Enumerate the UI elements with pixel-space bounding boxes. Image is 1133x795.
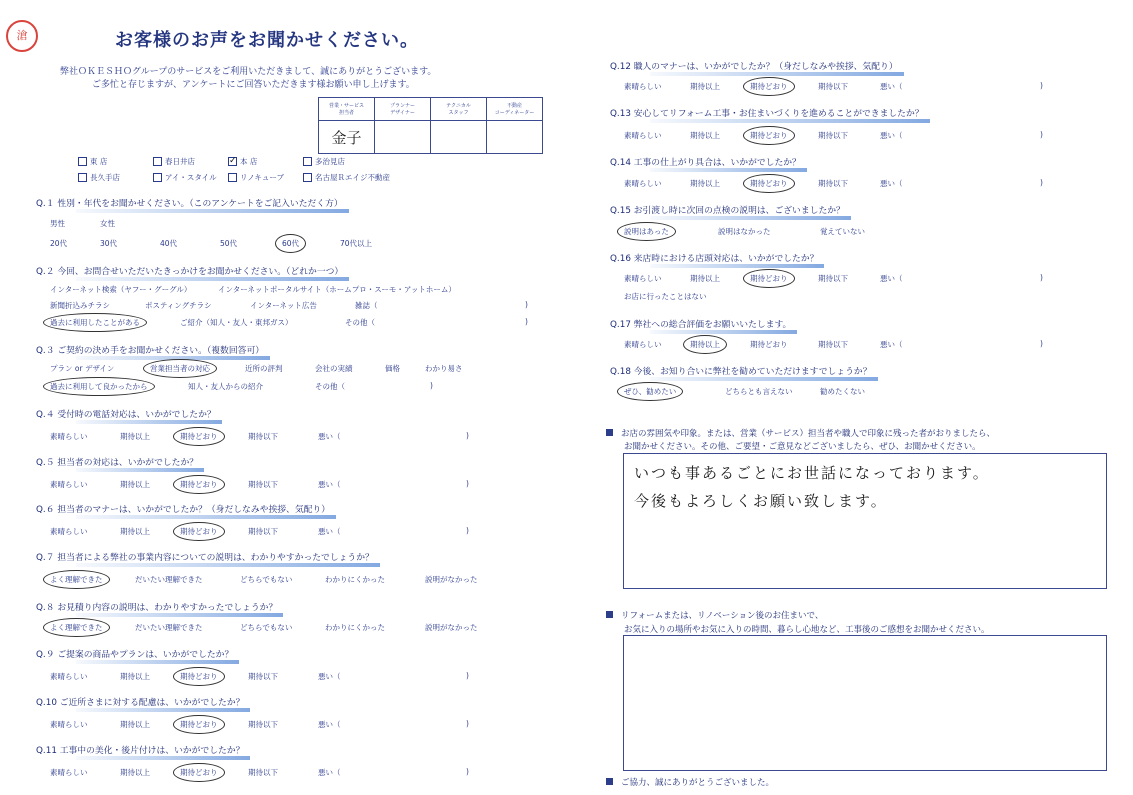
left-q11-option[interactable]: 悪い（ [318, 768, 341, 777]
left-q3-option[interactable]: プラン or デザイン [50, 364, 115, 373]
checkbox-icon[interactable] [78, 173, 87, 182]
left-q9-title: Q.９ ご提案の商品やプランは、いかがでしたか？ [36, 647, 233, 660]
right-q6-option[interactable]: 期待以下 [818, 340, 848, 349]
left-q4-option[interactable]: ) [466, 431, 469, 440]
right-q2-option[interactable]: ) [1040, 130, 1043, 139]
branch-label: 本 店 [240, 157, 258, 166]
left-q10-option[interactable]: 期待以下 [248, 720, 278, 729]
left-q1-option[interactable]: 70代以上 [340, 239, 373, 248]
left-q1-option[interactable]: 40代 [160, 239, 178, 248]
branch-label: 多治見店 [315, 157, 345, 166]
right-q7-option-selected[interactable]: ぜひ、勧めたい [624, 387, 677, 396]
left-q1-option[interactable]: 女性 [100, 219, 115, 228]
branch-option[interactable] [303, 156, 403, 167]
left-q10-title: Q.10 ご近所さまに対する配慮は、いかがでしたか？ [36, 695, 244, 708]
right-q1-option[interactable]: 素晴らしい [624, 82, 662, 91]
branch-label: 長久手店 [90, 173, 120, 182]
branch-option[interactable] [303, 172, 403, 183]
staff-value-technical[interactable] [431, 121, 487, 154]
left-q3-option-selected[interactable]: 過去に利用して良かったから [50, 382, 148, 391]
right-q6-title: Q.17 弊社への総合評価をお願いいたします。 [610, 317, 791, 330]
left-q9-option[interactable]: 期待以下 [248, 672, 278, 681]
left-q8-option[interactable]: わかりにくかった [325, 623, 385, 632]
left-q9-option[interactable]: 期待以上 [120, 672, 150, 681]
left-q7-title: Q.７ 担当者による弊社の事業内容についての説明は、わかりやすかったでしょうか？ [36, 550, 374, 563]
comment1-prompt-line-1: お店の雰囲気や印象。または、営業（サービス）担当者や職人で印象に残った者がおりましたら、 [606, 427, 995, 439]
left-q2-title: Q.２ 今回、お問合せいただいたきっかけをお聞かせください。（どれか一つ） [36, 264, 343, 277]
staff-value-realestate[interactable] [487, 121, 543, 154]
left-q5-option[interactable]: 悪い（ [318, 480, 341, 489]
right-q5-option[interactable]: 期待以上 [690, 274, 720, 283]
staff-header-technical: テクニカル スタッフ [431, 98, 487, 121]
thanks-line: ご協力、誠にありがとうございました。 [606, 776, 774, 788]
left-q11-option[interactable]: 素晴らしい [50, 768, 88, 777]
right-q7-title: Q.18 今後、お知り合いに弊社を勧めていただけますでしょうか？ [610, 364, 872, 377]
company-seal: 滄 [6, 20, 38, 52]
left-q2-option[interactable]: ) [525, 300, 528, 309]
left-q3-option[interactable]: 知人・友人からの紹介 [188, 382, 263, 391]
left-q2-option[interactable]: インターネットポータルサイト（ホームプロ・スーモ・アットホーム） [218, 285, 456, 294]
right-q6-option[interactable]: ) [1040, 339, 1043, 348]
left-q6-option-selected[interactable]: 期待どおり [180, 527, 218, 536]
left-q1-option[interactable]: 30代 [100, 239, 118, 248]
left-q2-option[interactable]: インターネット広告 [250, 301, 317, 310]
left-q1-option-selected[interactable]: 60代 [282, 239, 300, 248]
right-q5-option[interactable]: 悪い（ [880, 274, 903, 283]
section-square-icon [606, 611, 613, 618]
right-q1-option[interactable]: ) [1040, 81, 1043, 90]
left-q2-option[interactable]: 雑誌（ [355, 301, 378, 310]
staff-value-sales[interactable]: 金子 [319, 121, 375, 154]
left-q8-option[interactable]: だいたい理解できた [135, 623, 203, 632]
left-q5-option[interactable]: ) [466, 479, 469, 488]
left-q4-option[interactable]: 素晴らしい [50, 432, 88, 441]
right-q4-option[interactable]: 説明はなかった [718, 227, 771, 236]
right-q6-option[interactable]: 悪い（ [880, 340, 903, 349]
comment1-handwriting-line-2: 今後もよろしくお願い致します。 [634, 492, 888, 510]
left-q8-option[interactable]: 説明がなかった [425, 623, 478, 632]
left-q2-option[interactable]: ) [525, 317, 528, 326]
comment2-prompt-line-1: リフォームまたは、リノベーション後のお住まいで、 [606, 609, 823, 621]
branch-checklist [78, 156, 418, 183]
left-q2-option[interactable]: その他（ [345, 318, 375, 327]
left-q4-option-selected[interactable]: 期待どおり [180, 432, 218, 441]
left-q2-option[interactable]: ご紹介（知人・友人・東邦ガス） [180, 318, 293, 327]
left-q5-option[interactable]: 期待以上 [120, 480, 150, 489]
left-q10-option[interactable]: 期待以上 [120, 720, 150, 729]
left-q3-option[interactable]: わかり易さ [425, 364, 463, 373]
left-q10-option-selected[interactable]: 期待どおり [180, 720, 218, 729]
right-q4-option[interactable]: 覚えていない [820, 227, 865, 236]
left-q3-option[interactable]: その他（ [315, 382, 345, 391]
page-title: お客様のお声をお聞かせください。 [115, 30, 419, 51]
left-q6-option[interactable]: ) [466, 526, 469, 535]
branch-option[interactable] [153, 172, 228, 183]
branch-option[interactable] [78, 172, 153, 183]
branch-option[interactable] [228, 172, 303, 183]
right-q1-option[interactable]: 悪い（ [880, 82, 903, 91]
left-q5-option[interactable]: 素晴らしい [50, 480, 88, 489]
right-q3-option[interactable]: 期待以上 [690, 179, 720, 188]
left-q4-option[interactable]: 期待以下 [248, 432, 278, 441]
checkbox-icon[interactable] [78, 157, 87, 166]
comment1-handwriting-line-1: いつも事あるごとにお世話になっております。 [634, 464, 990, 482]
left-q5-option[interactable]: 期待以下 [248, 480, 278, 489]
left-q10-option[interactable]: 素晴らしい [50, 720, 88, 729]
branch-option[interactable] [78, 156, 153, 167]
section-square-icon [606, 429, 613, 436]
left-q3-option[interactable]: 会社の実績 [315, 364, 353, 373]
checkbox-icon[interactable] [303, 157, 312, 166]
right-q7-option[interactable]: 勧めたくない [820, 387, 865, 396]
right-q2-option-selected[interactable]: 期待どおり [750, 131, 788, 140]
left-q6-option[interactable]: 期待以下 [248, 527, 278, 536]
left-q5-option-selected[interactable]: 期待どおり [180, 480, 218, 489]
right-q5-option[interactable]: お店に行ったことはない [624, 292, 707, 301]
comment1-prompt-line-2: お聞かせください。その他、ご要望・ご意見などございましたら、ぜひ、お聞かせください。 [624, 442, 981, 452]
right-q5-option[interactable]: 期待以下 [818, 274, 848, 283]
right-q3-option[interactable]: 悪い（ [880, 179, 903, 188]
left-q8-option-selected[interactable]: よく理解できた [50, 623, 103, 632]
left-q4-title: Q.４ 受付時の電話対応は、いかがでしたか？ [36, 407, 216, 420]
left-q7-option[interactable]: どちらでもない [240, 575, 293, 584]
left-q6-option[interactable]: 素晴らしい [50, 527, 88, 536]
branch-label: 東 店 [90, 157, 108, 166]
branch-label: アイ・スタイル [165, 173, 217, 182]
right-q3-option[interactable]: 期待以下 [818, 179, 848, 188]
staff-value-planner[interactable] [375, 121, 431, 154]
comment2-prompt-line-2: お気に入りの場所やお気に入りの時間、暮らし心地など、工事後のご感想をお聞かせください。 [624, 625, 990, 635]
right-q1-option[interactable]: 期待以下 [818, 82, 848, 91]
left-q9-option-selected[interactable]: 期待どおり [180, 672, 218, 681]
checkbox-icon[interactable]: ✓ [229, 156, 237, 166]
left-q11-option-selected[interactable]: 期待どおり [180, 768, 218, 777]
checkbox-icon[interactable] [153, 173, 162, 182]
left-q10-option[interactable]: 悪い（ [318, 720, 341, 729]
left-q3-option[interactable]: ) [430, 381, 433, 390]
left-q11-option[interactable]: 期待以下 [248, 768, 278, 777]
left-q11-option[interactable]: 期待以上 [120, 768, 150, 777]
right-q6-option[interactable]: 素晴らしい [624, 340, 662, 349]
branch-label: 春日井店 [165, 157, 195, 166]
comment1-box[interactable] [623, 453, 1107, 589]
right-q1-option-selected[interactable]: 期待どおり [750, 82, 788, 91]
left-q6-title: Q.６ 担当者のマナーは、いかがでしたか？（身だしなみや挨拶、気配り） [36, 502, 330, 515]
left-q7-option[interactable]: 説明がなかった [425, 575, 478, 584]
left-q1-option[interactable]: 男性 [50, 219, 65, 228]
left-q3-option-selected[interactable]: 営業担当者の対応 [150, 364, 210, 373]
left-q9-option[interactable]: ) [466, 671, 469, 680]
left-q5-title: Q.５ 担当者の対応は、いかがでしたか？ [36, 455, 198, 468]
left-q7-option-selected[interactable]: よく理解できた [50, 575, 103, 584]
left-q2-option-selected[interactable]: 過去に利用したことがある [50, 318, 140, 327]
right-q5-title: Q.16 来店時における店頭対応は、いかがでしたか？ [610, 251, 818, 264]
left-q1-option[interactable]: 50代 [220, 239, 238, 248]
right-q7-option[interactable]: どちらとも言えない [725, 387, 793, 396]
staff-table [318, 97, 543, 154]
left-q1-option[interactable]: 20代 [50, 239, 68, 248]
right-q5-option-selected[interactable]: 期待どおり [750, 274, 788, 283]
right-q2-option[interactable]: 期待以上 [690, 131, 720, 140]
right-q5-option[interactable]: ) [1040, 273, 1043, 282]
left-q10-option[interactable]: ) [466, 719, 469, 728]
right-q2-title: Q.13 安心してリフォーム工事・お住まいづくりを進めることができましたか？ [610, 106, 924, 119]
left-q11-title: Q.11 工事中の美化・後片付けは、いかがでしたか？ [36, 743, 244, 756]
checkbox-icon[interactable] [228, 173, 237, 182]
section-square-icon [606, 778, 613, 785]
left-q1-title: Q.１ 性別・年代をお聞かせください。（このアンケートをご記入いただく方） [36, 196, 343, 209]
left-q7-option[interactable]: わかりにくかった [325, 575, 385, 584]
left-q7-option[interactable]: だいたい理解できた [135, 575, 203, 584]
left-q6-option[interactable]: 悪い（ [318, 527, 341, 536]
left-q2-option[interactable]: 新聞折込みチラシ [50, 301, 110, 310]
left-q4-option[interactable]: 期待以上 [120, 432, 150, 441]
right-q3-option[interactable]: 素晴らしい [624, 179, 662, 188]
staff-header-sales: 営業・サービス 担当者 [319, 98, 375, 121]
staff-header-planner: プランナー デザイナー [375, 98, 431, 121]
right-q4-option-selected[interactable]: 説明はあった [624, 227, 669, 236]
checkbox-icon[interactable] [303, 173, 312, 182]
intro-line-2: ご多忙と存じますが、アンケートにご回答いただきます様お願い申し上げます。 [92, 80, 415, 90]
right-q6-option-selected[interactable]: 期待以上 [690, 340, 720, 349]
branch-label: 名古屋Ｒエイジ不動産 [315, 173, 390, 182]
right-q2-option[interactable]: 素晴らしい [624, 131, 662, 140]
branch-option[interactable] [153, 156, 228, 167]
left-q8-title: Q.８ お見積り内容の説明は、わかりやすかったでしょうか？ [36, 600, 277, 613]
right-q1-title: Q.12 職人のマナーは、いかがでしたか？（身だしなみや挨拶、気配り） [610, 59, 898, 72]
left-q9-option[interactable]: 素晴らしい [50, 672, 88, 681]
left-q2-option[interactable]: ポスティングチラシ [145, 301, 212, 310]
right-q6-option[interactable]: 期待どおり [750, 340, 788, 349]
right-q4-title: Q.15 お引渡し時に次回の点検の説明は、ございましたか？ [610, 203, 845, 216]
intro-line-1: 弊社ＯＫＥＳＨＯグループのサービスをご利用いただきまして、誠にありがとうございます。 [60, 67, 437, 77]
branch-option[interactable] [228, 156, 303, 167]
left-q3-title: Q.３ ご契約の決め手をお聞かせください。（複数回答可） [36, 343, 264, 356]
right-q5-option[interactable]: 素晴らしい [624, 274, 662, 283]
left-q3-option[interactable]: 近所の評判 [245, 364, 283, 373]
staff-header-realestate: 不動産 コーディネーター [487, 98, 543, 121]
right-q3-option[interactable]: ) [1040, 178, 1043, 187]
left-q11-option[interactable]: ) [466, 767, 469, 776]
left-q6-option[interactable]: 期待以上 [120, 527, 150, 536]
right-q2-option[interactable]: 期待以下 [818, 131, 848, 140]
checkbox-icon[interactable] [153, 157, 162, 166]
branch-label: リノキューブ [240, 173, 285, 182]
right-q1-option[interactable]: 期待以上 [690, 82, 720, 91]
right-q3-option-selected[interactable]: 期待どおり [750, 179, 788, 188]
left-q9-option[interactable]: 悪い（ [318, 672, 341, 681]
left-q8-option[interactable]: どちらでもない [240, 623, 293, 632]
comment2-box[interactable] [623, 635, 1107, 771]
left-q4-option[interactable]: 悪い（ [318, 432, 341, 441]
left-q2-option[interactable]: インターネット検索（ヤフー・グーグル） [50, 285, 192, 294]
right-q2-option[interactable]: 悪い（ [880, 131, 903, 140]
left-q3-option[interactable]: 価格 [385, 364, 400, 373]
right-q3-title: Q.14 工事の仕上がり具合は、いかがでしたか？ [610, 155, 801, 168]
